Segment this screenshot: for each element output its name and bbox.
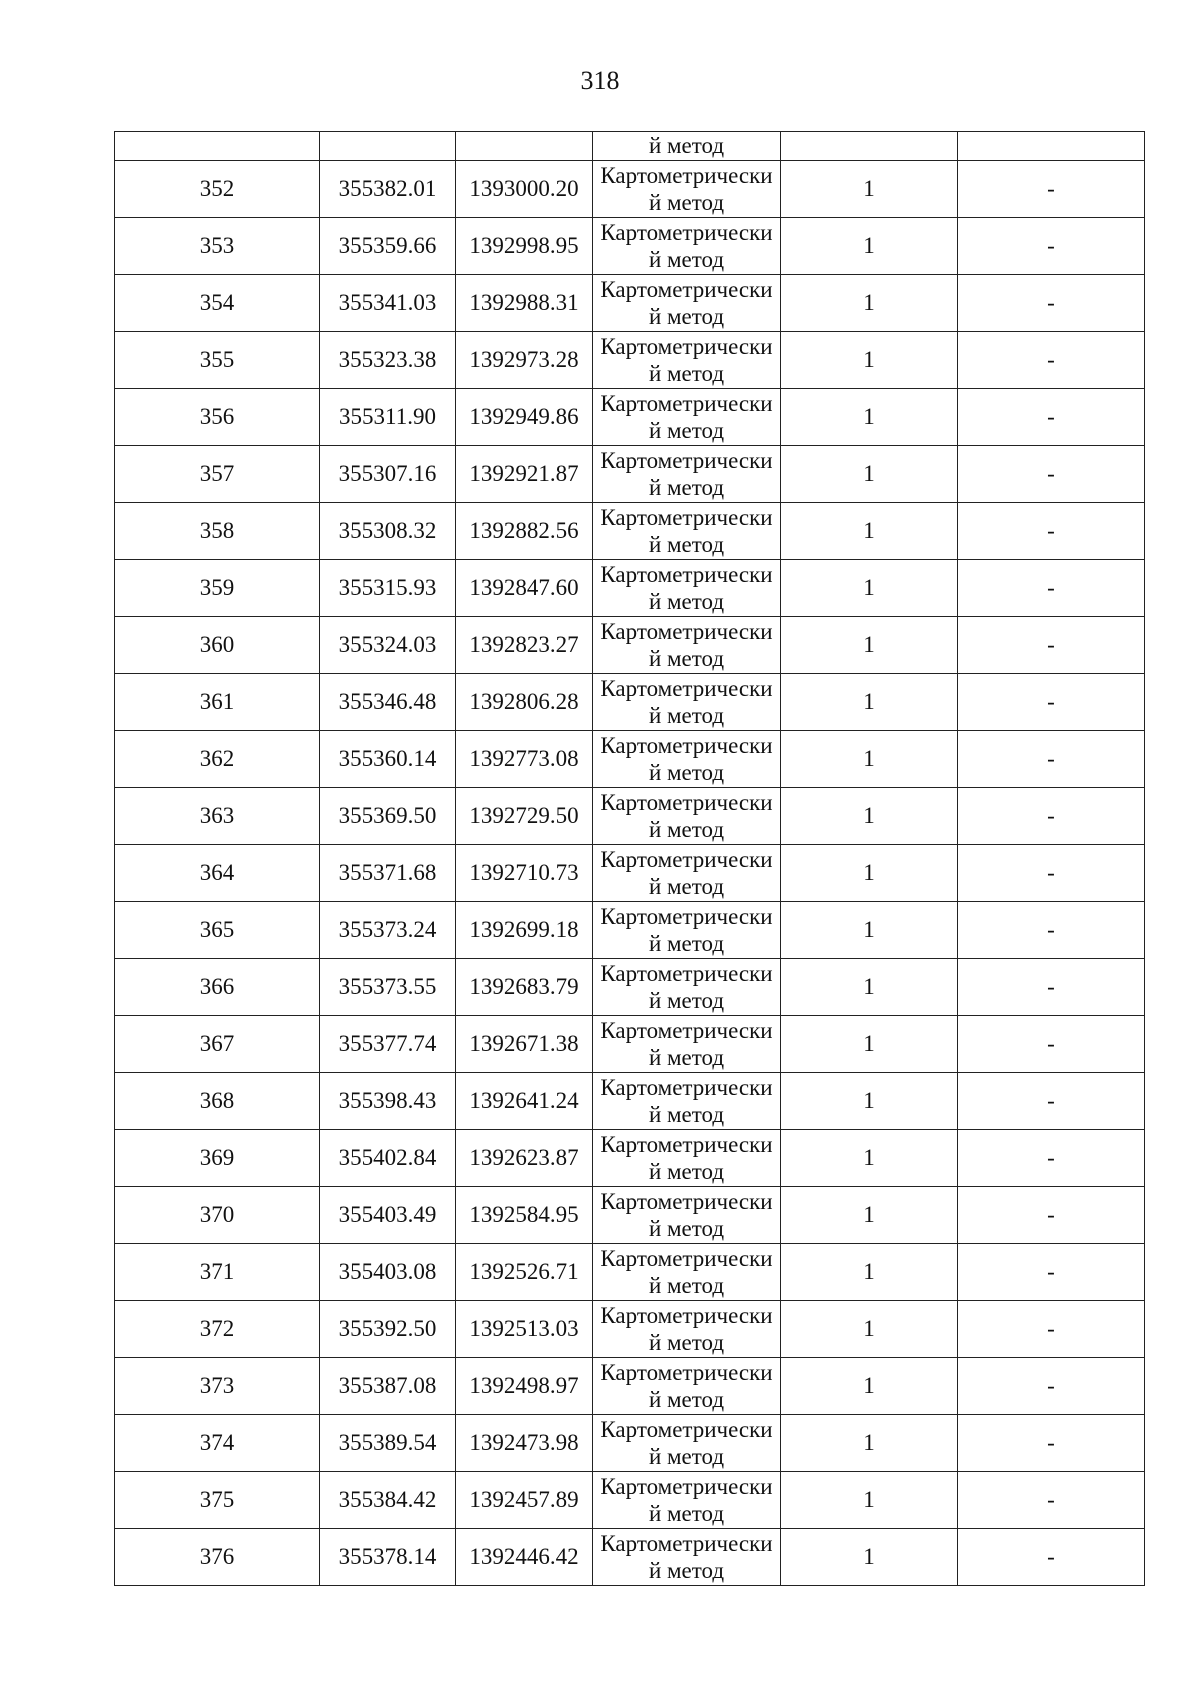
accuracy-cell: 1: [781, 731, 958, 788]
table-row: [115, 1130, 1145, 1187]
note-cell: -: [958, 788, 1145, 845]
y-coordinate-cell: 1392683.79: [456, 959, 593, 1016]
accuracy-cell: 1: [781, 161, 958, 218]
method-line-1: Картометрически: [600, 277, 773, 302]
method-cell: [593, 332, 781, 389]
method-cell: [593, 788, 781, 845]
x-coordinate-cell: 355382.01: [320, 161, 456, 218]
point-number-cell: 371: [115, 1244, 320, 1301]
y-coordinate-cell: 1392699.18: [456, 902, 593, 959]
x-coordinate-cell: 355360.14: [320, 731, 456, 788]
method-line-2: й метод: [648, 646, 725, 671]
table-row: [115, 389, 1145, 446]
continuation-row: [115, 132, 1145, 161]
point-number-cell: 362: [115, 731, 320, 788]
method-cell: [593, 389, 781, 446]
note-cell: -: [958, 218, 1145, 275]
accuracy-cell: 1: [781, 560, 958, 617]
method-cell: й метод: [593, 132, 781, 161]
method-cell: [593, 446, 781, 503]
method-line-1: Картометрически: [600, 163, 773, 188]
note-cell: -: [958, 1301, 1145, 1358]
method-line-2: й метод: [648, 1558, 725, 1583]
y-coordinate-cell: 1392973.28: [456, 332, 593, 389]
table-row: [115, 1301, 1145, 1358]
note-cell: -: [958, 845, 1145, 902]
method-line-1: Картометрически: [600, 1189, 773, 1214]
point-number-cell: 367: [115, 1016, 320, 1073]
method-line-1: Картометрически: [600, 1417, 773, 1442]
table-row: [115, 503, 1145, 560]
y-coordinate-cell: 1392446.42: [456, 1529, 593, 1586]
accuracy-cell: 1: [781, 389, 958, 446]
accuracy-cell: 1: [781, 959, 958, 1016]
method-line-2: й метод: [648, 1387, 725, 1412]
method-line-1: Картометрически: [600, 904, 773, 929]
point-number-cell: 356: [115, 389, 320, 446]
y-coordinate-cell: 1392921.87: [456, 446, 593, 503]
x-coordinate-cell: 355341.03: [320, 275, 456, 332]
method-line-2: й метод: [648, 1444, 725, 1469]
method-line-1: Картометрически: [600, 334, 773, 359]
point-number-cell: 353: [115, 218, 320, 275]
point-number-cell: 355: [115, 332, 320, 389]
method-cell: [593, 1301, 781, 1358]
method-cell: [593, 1073, 781, 1130]
method-line-1: Картометрически: [600, 505, 773, 530]
table-row: [115, 902, 1145, 959]
accuracy-cell: 1: [781, 503, 958, 560]
note-cell: -: [958, 446, 1145, 503]
accuracy-cell: 1: [781, 332, 958, 389]
note-cell: -: [958, 1358, 1145, 1415]
method-cell: [593, 560, 781, 617]
method-line-1: Картометрически: [600, 1018, 773, 1043]
note-cell: -: [958, 674, 1145, 731]
method-line-2: й метод: [648, 361, 725, 386]
point-number-cell: 372: [115, 1301, 320, 1358]
y-coordinate-cell: [456, 132, 593, 161]
y-coordinate-cell: 1392623.87: [456, 1130, 593, 1187]
accuracy-cell: 1: [781, 1415, 958, 1472]
method-line-1: Картометрически: [600, 676, 773, 701]
x-coordinate-cell: 355384.42: [320, 1472, 456, 1529]
method-line-2: й метод: [648, 190, 725, 215]
method-cell: [593, 902, 781, 959]
x-coordinate-cell: 355359.66: [320, 218, 456, 275]
table-row: [115, 1415, 1145, 1472]
method-cell: [593, 161, 781, 218]
y-coordinate-cell: 1392513.03: [456, 1301, 593, 1358]
y-coordinate-cell: 1392498.97: [456, 1358, 593, 1415]
table-row: [115, 446, 1145, 503]
method-cell: [593, 1472, 781, 1529]
method-cell: [593, 1187, 781, 1244]
point-number-cell: 376: [115, 1529, 320, 1586]
x-coordinate-cell: 355307.16: [320, 446, 456, 503]
y-coordinate-cell: 1392773.08: [456, 731, 593, 788]
y-coordinate-cell: 1392806.28: [456, 674, 593, 731]
method-cell: [593, 1415, 781, 1472]
table-row: [115, 1073, 1145, 1130]
x-coordinate-cell: 355324.03: [320, 617, 456, 674]
y-coordinate-cell: 1392457.89: [456, 1472, 593, 1529]
table-row: [115, 617, 1145, 674]
point-number-cell: 352: [115, 161, 320, 218]
table-row: [115, 218, 1145, 275]
point-number-cell: 358: [115, 503, 320, 560]
method-line-1: Картометрически: [600, 1531, 773, 1556]
method-line-2: й метод: [648, 418, 725, 443]
note-cell: -: [958, 731, 1145, 788]
method-line-1: Картометрически: [600, 448, 773, 473]
method-cell: [593, 503, 781, 560]
point-number-cell: 359: [115, 560, 320, 617]
point-number-cell: 357: [115, 446, 320, 503]
point-number-cell: 370: [115, 1187, 320, 1244]
method-line-2: й метод: [648, 304, 725, 329]
note-cell: -: [958, 503, 1145, 560]
table-row: [115, 275, 1145, 332]
method-line-2: й метод: [648, 1045, 725, 1070]
method-cell: [593, 1016, 781, 1073]
point-number-cell: 366: [115, 959, 320, 1016]
point-number-cell: 360: [115, 617, 320, 674]
x-coordinate-cell: 355392.50: [320, 1301, 456, 1358]
method-line-2: й метод: [648, 1501, 725, 1526]
method-cell: [593, 617, 781, 674]
note-cell: -: [958, 902, 1145, 959]
note-cell: -: [958, 1472, 1145, 1529]
table-row: [115, 731, 1145, 788]
method-cell: [593, 674, 781, 731]
method-line-1: Картометрически: [600, 790, 773, 815]
table-row: [115, 1244, 1145, 1301]
accuracy-cell: 1: [781, 1472, 958, 1529]
x-coordinate-cell: 355373.55: [320, 959, 456, 1016]
point-number-cell: 368: [115, 1073, 320, 1130]
method-line-1: Картометрически: [600, 562, 773, 587]
method-cell: [593, 275, 781, 332]
method-line-2: й метод: [648, 1159, 725, 1184]
method-line-2: й метод: [648, 1216, 725, 1241]
note-cell: -: [958, 959, 1145, 1016]
method-line-1: Картометрически: [600, 1246, 773, 1271]
note-cell: -: [958, 1187, 1145, 1244]
method-cell: [593, 1244, 781, 1301]
y-coordinate-cell: 1392526.71: [456, 1244, 593, 1301]
point-number-cell: 364: [115, 845, 320, 902]
note-cell: -: [958, 617, 1145, 674]
y-coordinate-cell: 1392988.31: [456, 275, 593, 332]
note-cell: -: [958, 1529, 1145, 1586]
table-row: [115, 788, 1145, 845]
table-row: [115, 1016, 1145, 1073]
y-coordinate-cell: 1392729.50: [456, 788, 593, 845]
x-coordinate-cell: [320, 132, 456, 161]
method-cell: [593, 1358, 781, 1415]
method-line-2: й метод: [648, 760, 725, 785]
method-line-1: Картометрически: [600, 1360, 773, 1385]
table-row: [115, 332, 1145, 389]
method-cell: [593, 218, 781, 275]
method-line-1: Картометрически: [600, 1075, 773, 1100]
method-line-2: й метод: [648, 589, 725, 614]
method-line-1: Картометрически: [600, 1474, 773, 1499]
method-line-1: Картометрически: [600, 1303, 773, 1328]
method-line-1: Картометрически: [600, 220, 773, 245]
x-coordinate-cell: 355308.32: [320, 503, 456, 560]
x-coordinate-cell: 355371.68: [320, 845, 456, 902]
method-line-1: Картометрически: [600, 733, 773, 758]
note-cell: -: [958, 1130, 1145, 1187]
x-coordinate-cell: 355403.08: [320, 1244, 456, 1301]
point-number-cell: 369: [115, 1130, 320, 1187]
point-number-cell: 365: [115, 902, 320, 959]
x-coordinate-cell: 355398.43: [320, 1073, 456, 1130]
point-number-cell: [115, 132, 320, 161]
point-number-cell: 374: [115, 1415, 320, 1472]
note-cell: -: [958, 161, 1145, 218]
y-coordinate-cell: 1392641.24: [456, 1073, 593, 1130]
accuracy-cell: 1: [781, 1016, 958, 1073]
accuracy-cell: 1: [781, 1301, 958, 1358]
table-body: [115, 132, 1145, 1586]
method-line-2: й метод: [648, 817, 725, 842]
y-coordinate-cell: 1393000.20: [456, 161, 593, 218]
table-row: [115, 674, 1145, 731]
note-cell: -: [958, 1244, 1145, 1301]
method-line-2: й метод: [648, 703, 725, 728]
accuracy-cell: 1: [781, 1130, 958, 1187]
method-cell: [593, 959, 781, 1016]
x-coordinate-cell: 355311.90: [320, 389, 456, 446]
x-coordinate-cell: 355373.24: [320, 902, 456, 959]
note-cell: -: [958, 1016, 1145, 1073]
method-line-1: Картометрически: [600, 619, 773, 644]
method-cell: [593, 731, 781, 788]
note-cell: -: [958, 1415, 1145, 1472]
accuracy-cell: 1: [781, 1529, 958, 1586]
accuracy-cell: 1: [781, 1358, 958, 1415]
accuracy-cell: 1: [781, 902, 958, 959]
x-coordinate-cell: 355403.49: [320, 1187, 456, 1244]
method-line-2: й метод: [648, 874, 725, 899]
method-line-1: Картометрически: [600, 1132, 773, 1157]
note-cell: -: [958, 275, 1145, 332]
accuracy-cell: [781, 132, 958, 161]
method-cell: [593, 1130, 781, 1187]
table-row: [115, 1472, 1145, 1529]
y-coordinate-cell: 1392882.56: [456, 503, 593, 560]
x-coordinate-cell: 355387.08: [320, 1358, 456, 1415]
point-number-cell: 361: [115, 674, 320, 731]
method-line-2: й метод: [648, 1102, 725, 1127]
point-number-cell: 373: [115, 1358, 320, 1415]
method-line-2: й метод: [648, 1330, 725, 1355]
coordinates-table: [114, 131, 1145, 1586]
note-cell: [958, 132, 1145, 161]
table-row: [115, 560, 1145, 617]
accuracy-cell: 1: [781, 617, 958, 674]
accuracy-cell: 1: [781, 275, 958, 332]
accuracy-cell: 1: [781, 1244, 958, 1301]
x-coordinate-cell: 355346.48: [320, 674, 456, 731]
note-cell: -: [958, 560, 1145, 617]
table-row: [115, 161, 1145, 218]
x-coordinate-cell: 355315.93: [320, 560, 456, 617]
table-row: [115, 959, 1145, 1016]
y-coordinate-cell: 1392671.38: [456, 1016, 593, 1073]
table-row: [115, 1529, 1145, 1586]
accuracy-cell: 1: [781, 218, 958, 275]
method-line-2: й метод: [648, 931, 725, 956]
accuracy-cell: 1: [781, 788, 958, 845]
method-line-1: Картометрически: [600, 961, 773, 986]
method-cell: [593, 845, 781, 902]
y-coordinate-cell: 1392710.73: [456, 845, 593, 902]
y-coordinate-cell: 1392998.95: [456, 218, 593, 275]
x-coordinate-cell: 355402.84: [320, 1130, 456, 1187]
table-row: [115, 1358, 1145, 1415]
method-line-2: й метод: [648, 247, 725, 272]
accuracy-cell: 1: [781, 1073, 958, 1130]
y-coordinate-cell: 1392949.86: [456, 389, 593, 446]
page-number: 318: [580, 66, 620, 95]
method-line-2: й метод: [648, 1273, 725, 1298]
point-number-cell: 375: [115, 1472, 320, 1529]
x-coordinate-cell: 355377.74: [320, 1016, 456, 1073]
accuracy-cell: 1: [781, 674, 958, 731]
note-cell: -: [958, 1073, 1145, 1130]
table-row: [115, 845, 1145, 902]
method-cell: [593, 1529, 781, 1586]
method-line-2: й метод: [648, 532, 725, 557]
method-line-2: й метод: [648, 475, 725, 500]
accuracy-cell: 1: [781, 845, 958, 902]
method-line-1: Картометрически: [600, 391, 773, 416]
accuracy-cell: 1: [781, 1187, 958, 1244]
x-coordinate-cell: 355389.54: [320, 1415, 456, 1472]
table-row: [115, 1187, 1145, 1244]
y-coordinate-cell: 1392473.98: [456, 1415, 593, 1472]
method-line-2: й метод: [648, 988, 725, 1013]
point-number-cell: 354: [115, 275, 320, 332]
x-coordinate-cell: 355378.14: [320, 1529, 456, 1586]
x-coordinate-cell: 355323.38: [320, 332, 456, 389]
y-coordinate-cell: 1392847.60: [456, 560, 593, 617]
y-coordinate-cell: 1392584.95: [456, 1187, 593, 1244]
note-cell: -: [958, 332, 1145, 389]
accuracy-cell: 1: [781, 446, 958, 503]
x-coordinate-cell: 355369.50: [320, 788, 456, 845]
y-coordinate-cell: 1392823.27: [456, 617, 593, 674]
point-number-cell: 363: [115, 788, 320, 845]
note-cell: -: [958, 389, 1145, 446]
method-line-1: Картометрически: [600, 847, 773, 872]
